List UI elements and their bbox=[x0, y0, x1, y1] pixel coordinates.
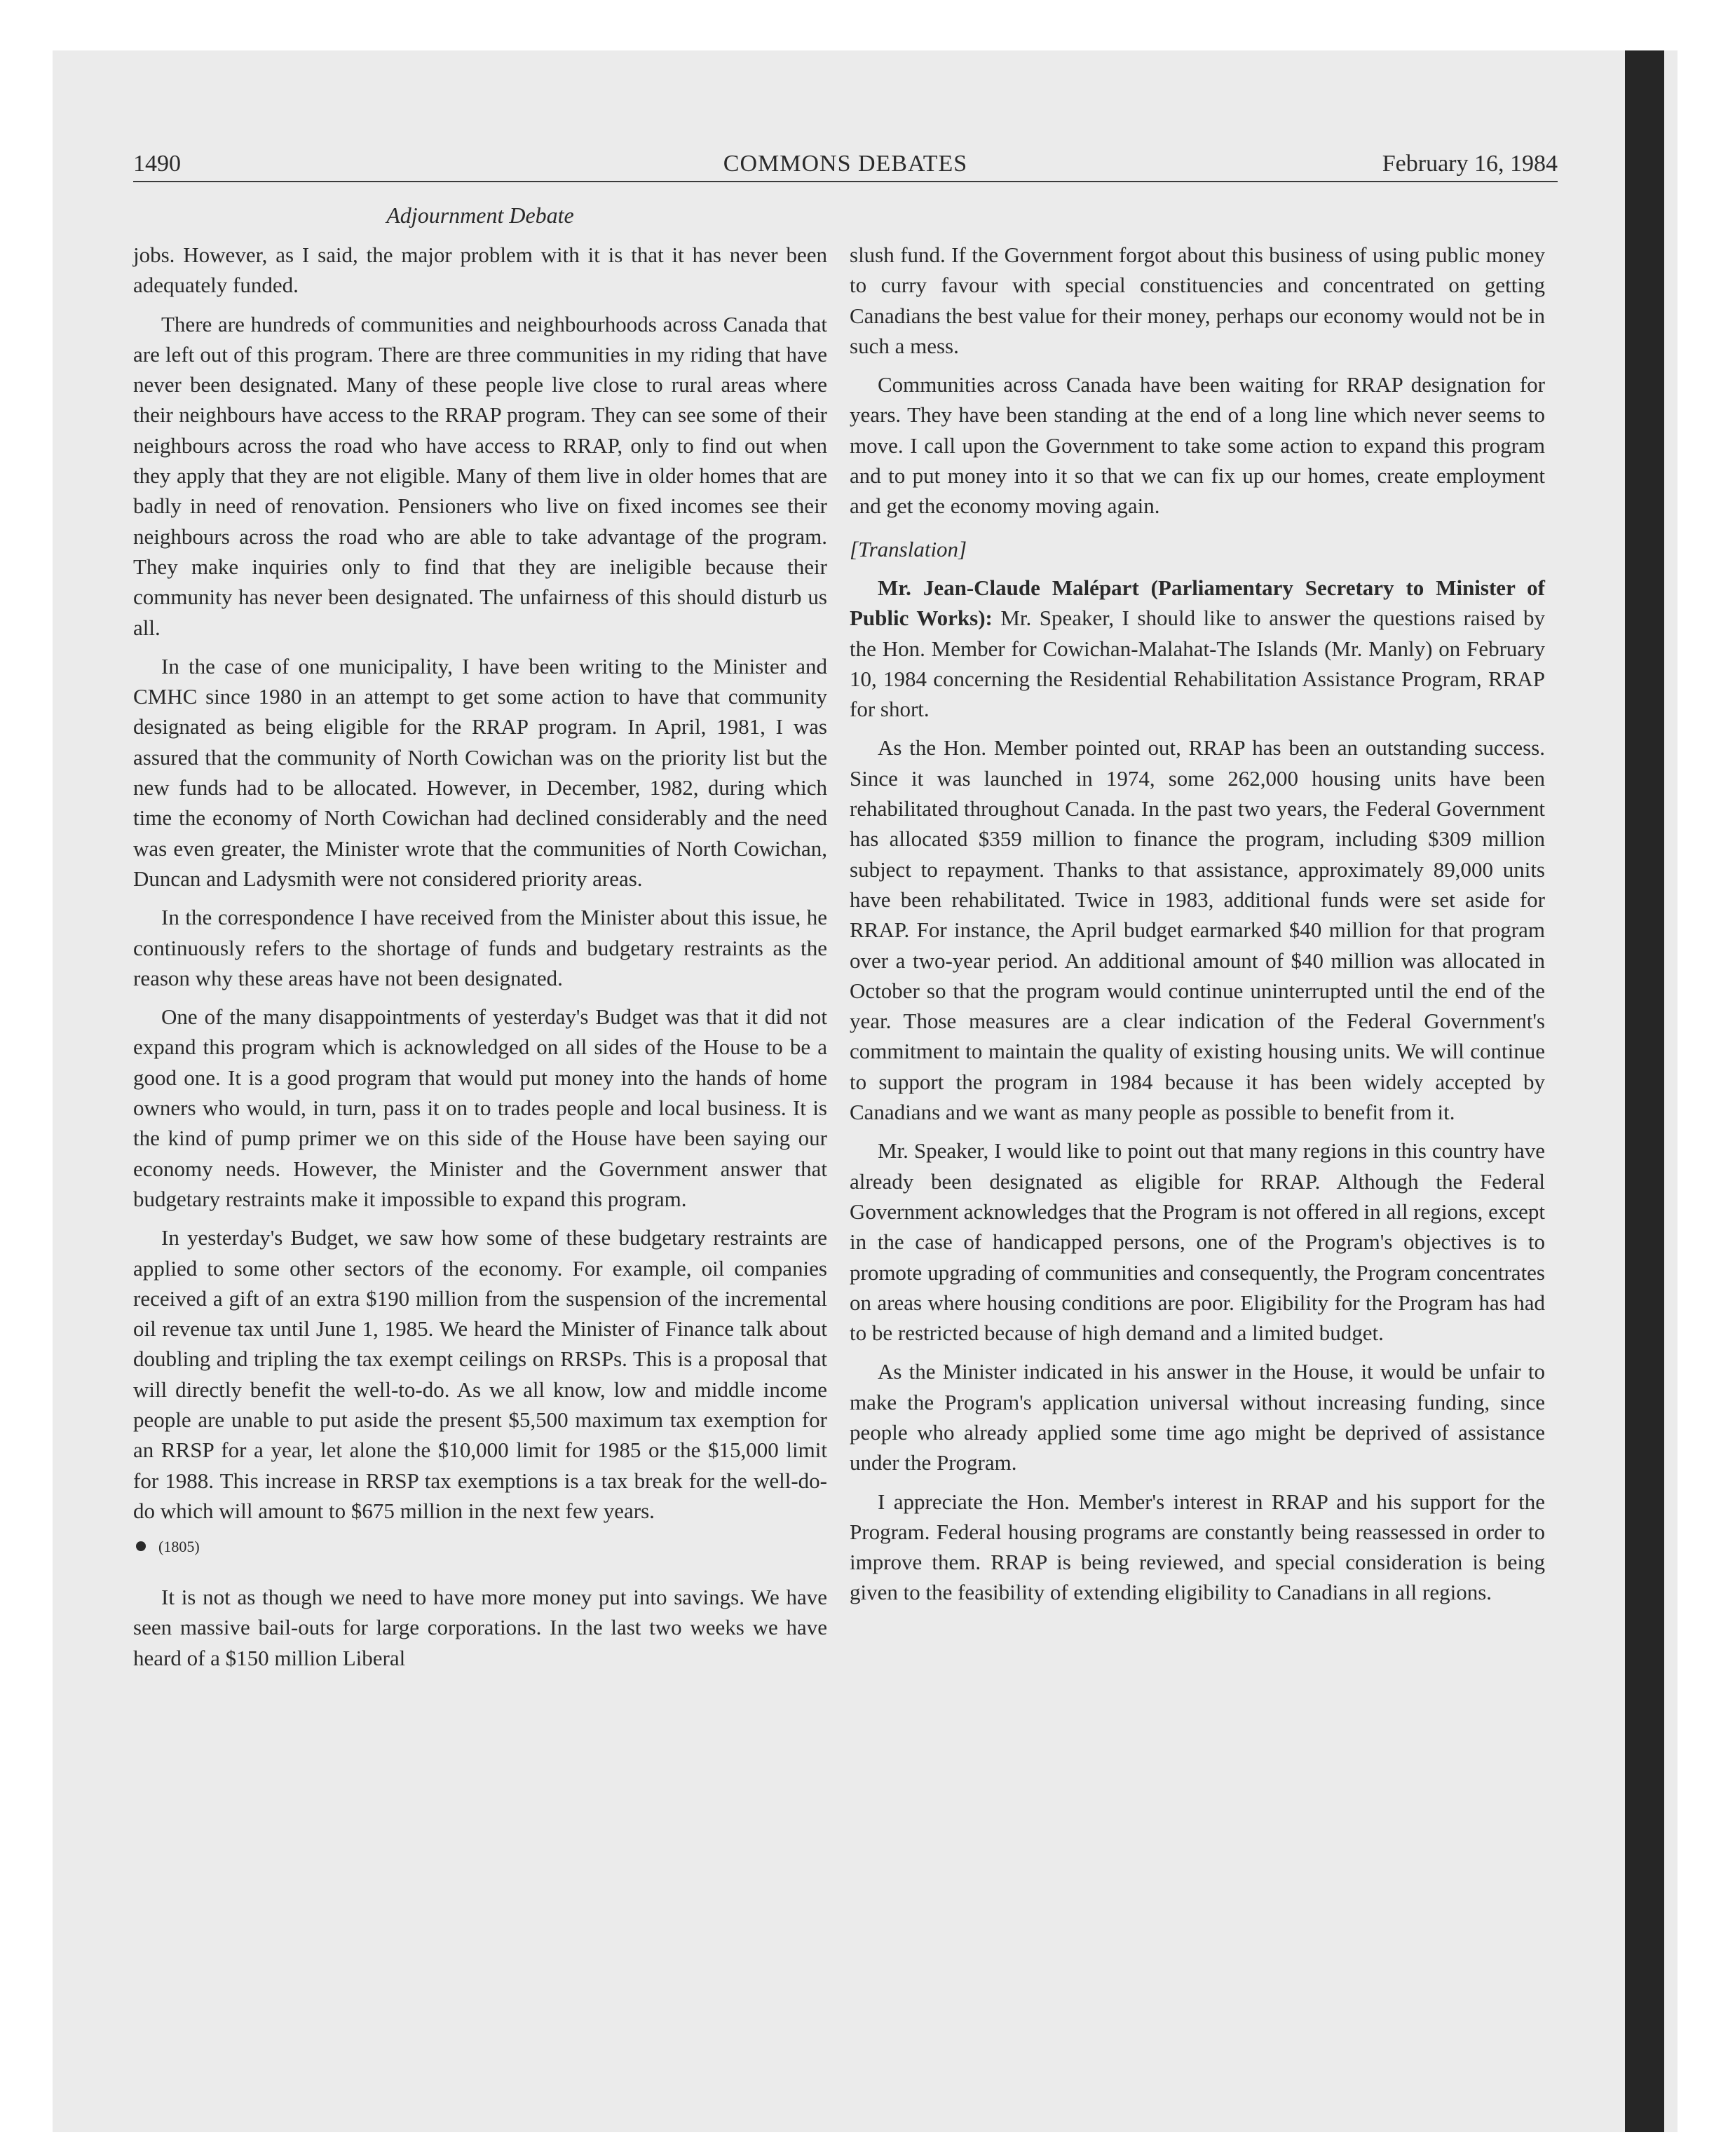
paragraph: One of the many disappointments of yesterday's Budget was that it did not expand this program which is acknowledged on all sides of the House to be a good one. It is a good program that would put money into the hands of home owners who would, in turn, pass it on to trades people and local business. It is the kind of pump primer we on this side of the House have been saying our economy needs. However, the Minister and the Government answer that budgetary restraints make it impossible to expand this program. bbox=[133, 1004, 827, 1211]
paragraph: As the Minister indicated in his answer in the House, it would be unfair to make the Program's application universal without increasing funding, since people who already applied some time ago might be deprived of assistance under the Program. bbox=[850, 1359, 1545, 1475]
section-title: Adjournment Debate bbox=[386, 203, 574, 228]
left-column bbox=[133, 240, 827, 1681]
scan-edge-shadow bbox=[1625, 50, 1664, 2132]
right-column bbox=[850, 240, 1545, 1616]
publication-title: COMMONS DEBATES bbox=[723, 151, 968, 177]
paragraph: slush fund. If the Government forgot about this business of using public money to curry favour with special constituencies and concentrated on getting Canadians the best value for their money, perhaps our economy would not be in such a mess. bbox=[850, 243, 1545, 358]
publication-date: February 16, 1984 bbox=[1382, 151, 1558, 177]
translation-label: [Translation] bbox=[850, 536, 967, 561]
time-marker-text: (1805) bbox=[158, 1538, 200, 1556]
time-marker bbox=[133, 1536, 827, 1558]
paragraph: I appreciate the Hon. Member's interest in RRAP and his support for the Program. Federal housing programs are constantly being reassessed in order to improve them. RRAP is being reviewed, and special consideration is being given to the feasibility of extending eligibility to Canadians in all regions. bbox=[850, 1489, 1545, 1605]
paragraph: In yesterday's Budget, we saw how some of these budgetary restraints are applied to some other sectors of the economy. For example, oil companies received a gift of an extra $190 million from the suspension of the incremental oil revenue tax until June 1, 1985. We heard the Minister of Finance talk about doubling and tripling the tax exempt ceilings on RRSPs. This is a proposal that will directly benefit the well-to-do. As we all know, low and middle income people are unable to put aside the present $5,500 maximum tax exemption for an RRSP for a year, let alone the $10,000 limit for 1985 or the $15,000 limit for 1988. This increase in RRSP tax exemptions is a tax break for the well-do-do which will amount to $675 million in the next few years. bbox=[133, 1225, 827, 1523]
paragraph: jobs. However, as I said, the major problem with it is that it has never been adequately funded. bbox=[133, 243, 827, 298]
page-number: 1490 bbox=[133, 151, 181, 177]
paragraph: In the correspondence I have received from the Minister about this issue, he continuously refers to the shortage of funds and budgetary restraints as the reason why these areas have not been designated. bbox=[133, 905, 827, 990]
bullet-icon bbox=[136, 1541, 146, 1551]
paragraph: There are hundreds of communities and neighbourhoods across Canada that are left out of this program. There are three communities in my riding that have never been designated. Many of these people live close to rural areas where their neighbours have access to the RRAP program. They can see some of their neighbours across the road who have access to RRAP, only to find out when they apply that they are not eligible. Many of them live in older homes that are badly in need of renovation. Pensioners who live on fixed incomes see their neighbours across the road who are able to take advantage of the program. They make inquiries only to find that they are ineligible because their community has never been designated. The unfairness of this should disturb us all. bbox=[133, 311, 827, 640]
speaker-text: Mr. Speaker, I should like to answer the questions raised by the Hon. Member for Cowichan-Malahat-The Islands (Mr. Manly) on February 10, 1984 concerning the Residential Rehabilitation Assistance Program, RRAP for short. bbox=[850, 606, 1546, 722]
paragraph: In the case of one municipality, I have been writing to the Minister and CMHC since 1980 in an attempt to get some action to have that community designated as being eligible for the RRAP program. In April, 1981, I was assured that the community of North Cowichan was on the priority list but the new funds had to be allocated. However, in December, 1982, during which time the economy of North Cowichan had declined considerably and the need was even greater, the Minister wrote that the communities of North Cowichan, Duncan and Ladysmith were not considered priority areas. bbox=[133, 653, 827, 891]
paragraph: Communities across Canada have been waiting for RRAP designation for years. They have been standing at the end of a long line which never seems to move. I call upon the Government to take some action to expand this program and to put money into it so that we can fix up our homes, create employment and get the economy moving again. bbox=[850, 372, 1545, 519]
speaker-paragraph bbox=[850, 573, 1545, 724]
paragraph: Mr. Speaker, I would like to point out that many regions in this country have already been designated as eligible for RRAP. Although the Federal Government acknowledges that the Program is not offered in all regions, except in the case of handicapped persons, one of the Program's objectives is to promote upgrading of communities and consequently, the Program concentrates on areas where housing conditions are poor. Eligibility for the Program has had to be restricted because of high demand and a limited budget. bbox=[850, 1138, 1545, 1346]
paragraph: It is not as though we need to have more money put into savings. We have seen massive bail-outs for large corporations. In the last two weeks we have heard of a $150 million Liberal bbox=[133, 1585, 827, 1670]
speaker-name: Mr. Jean-Claude Malépart (Parliamentary Secretary to Minister of Public Works): bbox=[850, 575, 1545, 631]
page-header bbox=[133, 147, 1558, 182]
paragraph: As the Hon. Member pointed out, RRAP has been an outstanding success. Since it was launched in 1974, some 262,000 housing units have been rehabilitated throughout Canada. In the past two years, the Federal Government has allocated $359 million to finance the program, including $309 million subject to repayment. Thanks to that assistance, approximately 89,000 units have been rehabilitated. Twice in 1983, additional funds were set aside for RRAP. For instance, the April budget earmarked $40 million for that program over a two-year period. An additional amount of $40 million was allocated in October so that the program would continue uninterrupted until the end of the year. Those measures are a clear indication of the Federal Government's commitment to maintain the quality of existing housing units. We will continue to support the program in 1984 because it has been widely accepted by Canadians and we want as many people as possible to benefit from it. bbox=[850, 735, 1545, 1125]
